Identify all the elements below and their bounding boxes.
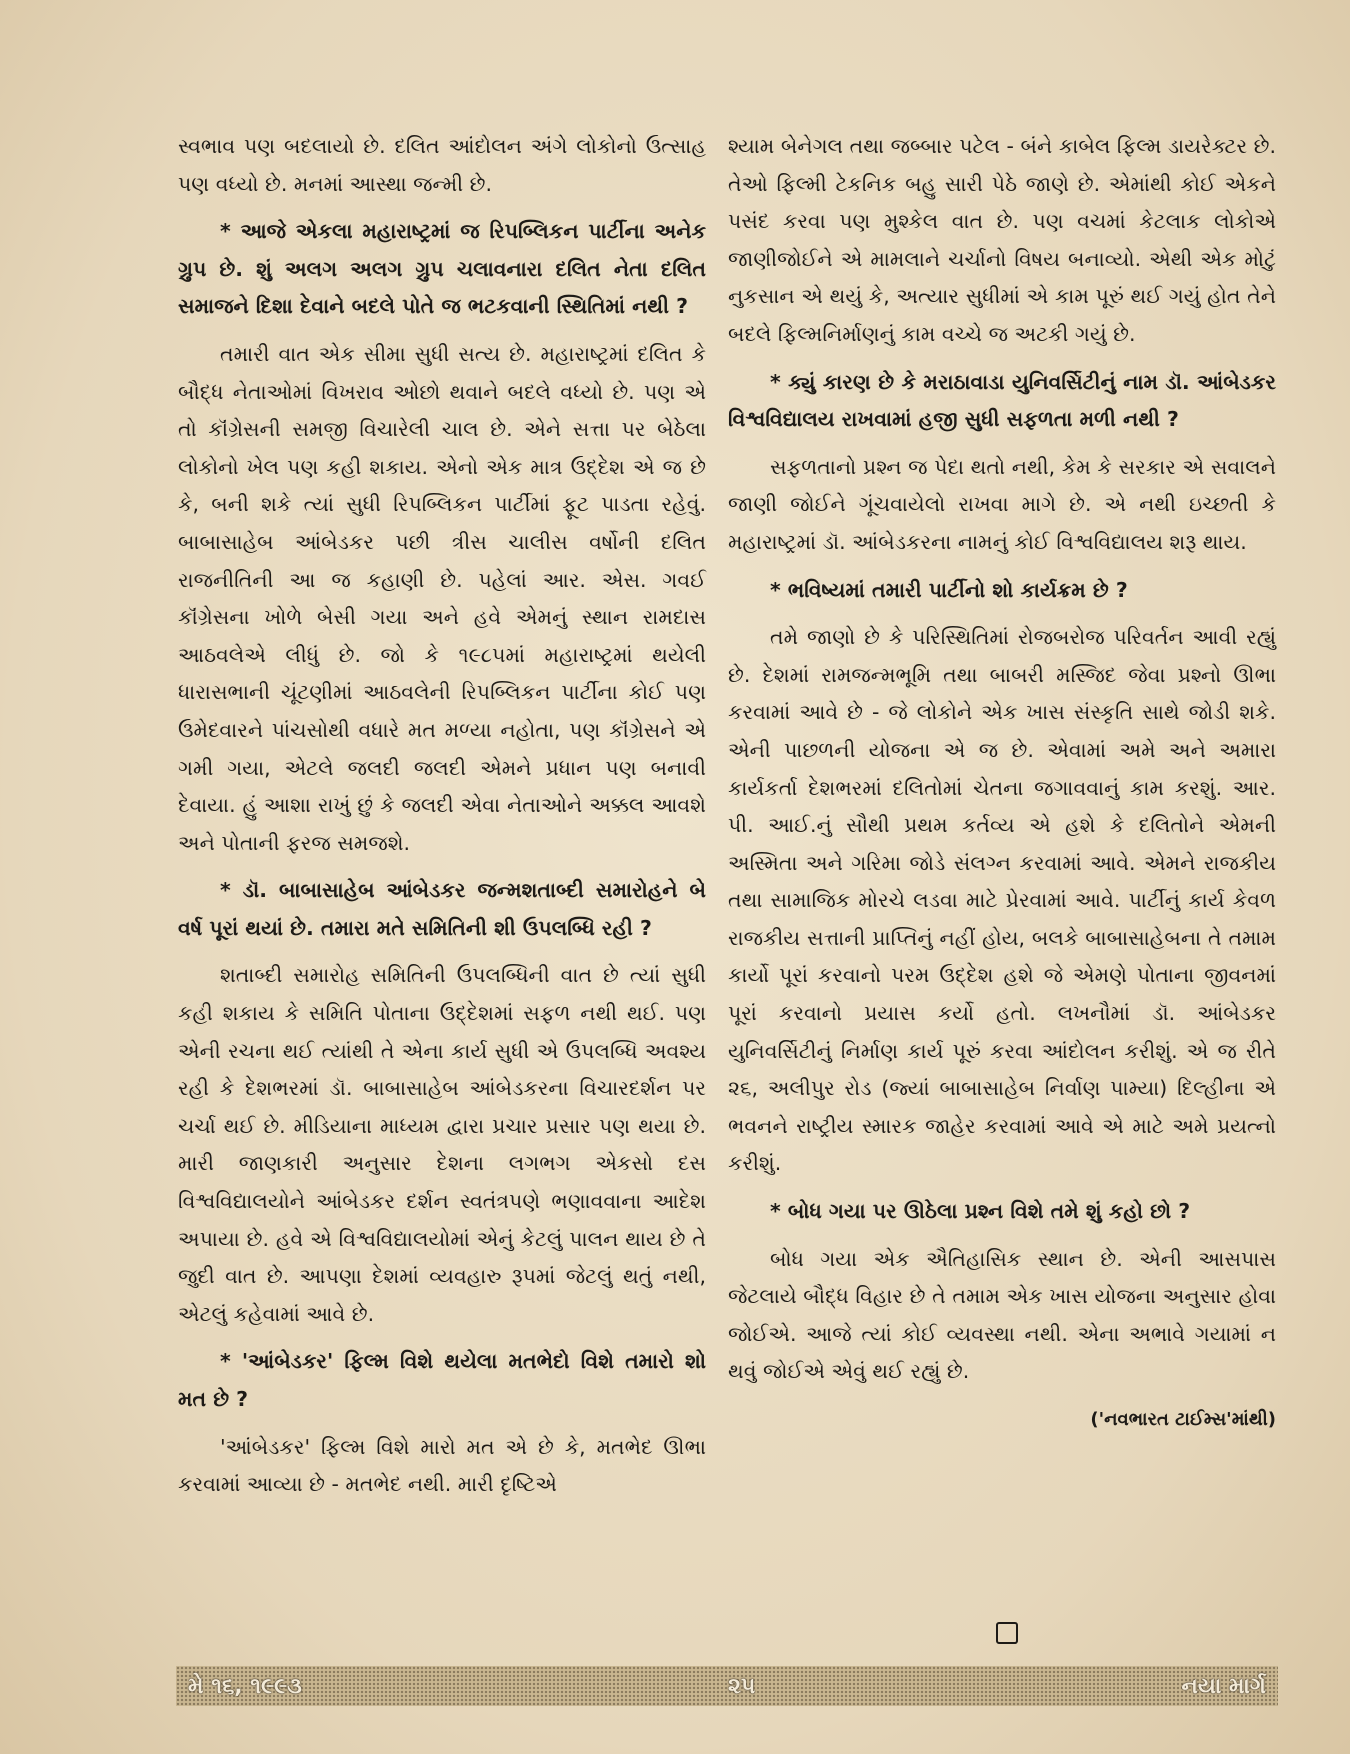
source-credit: ('નવભારત ટાઈમ્સ'માંથી) bbox=[1090, 1409, 1276, 1430]
question: * 'આંબેડકર' ફિલ્મ વિશે થયેલા મતભેદો વિશે તમારો શો મત છે ? bbox=[178, 1349, 706, 1411]
question: * આજે એકલા મહારાષ્ટ્રમાં જ રિપબ્લિકન પાર્ટીના અનેક ગ્રુપ છે. શું અલગ અલગ ગ્રુપ ચલાવનારા દલિત નેતા દલિત સમાજને દિશા દેવાને બદલે પોતે જ ભટકવાની સ્થિતિમાં નથી ? bbox=[178, 219, 706, 319]
question: * ભવિષ્યમાં તમારી પાર્ટીનો શો કાર્યક્રમ છે ? bbox=[770, 577, 1128, 602]
answer: તમે જાણો છે કે પરિસ્થિતિમાં રોજબરોજ પરિવર્તન આવી રહ્યું છે. દેશમાં રામજન્મભૂમિ તથા બાબરી મસ્જિદ જેવા પ્રશ્નો ઊભા કરવામાં આવે છે - જે લોકોને એક ખાસ સંસ્કૃતિ સાથે જોડી શકે. એની પાછળની યોજના એ જ છે. એવામાં અમે અને અમારા કાર્યકર્તા દેશભરમાં દલિતોમાં ચેતના જગાવવાનું કામ કરશું. આર. પી. આઈ.નું સૌથી પ્રથમ કર્તવ્ય એ હશે કે દલિતોને એમની અસ્મિતા અને ગરિમા જોડે સંલગ્ન કરવામાં આવે. એમને રાજકીય તથા સામાજિક મોરચે લડવા માટે પ્રેરવામાં આવે. પાર્ટીનું કાર્ય કેવળ રાજકીય સત્તાની પ્રાપ્તિનું નહીં હોય, બલકે બાબાસાહેબના તે તમામ કાર્યો પૂરાં કરવાનો પરમ ઉદ્દેશ હશે જે એમણે પોતાના જીવનમાં પૂરાં કરવાનો પ્રયાસ કર્યો હતો. લખનૌમાં ડૉ. આંબેડકર યુનિવર્સિટીનું નિર્માણ કાર્ય પૂરું કરવા આંદોલન કરીશું. એ જ રીતે ૨૬, અલીપુર રોડ (જ્યાં બાબાસાહેબ નિર્વાણ પામ્યા) દિલ્હીના એ ભવનને રાષ્ટ્રીય સ્મારક જાહેર કરવામાં આવે એ માટે અમે પ્રયત્નો કરીશું. bbox=[728, 625, 1276, 1176]
answer: 'આંબેડકર' ફિલ્મ વિશે મારો મત એ છે કે, મતભેદ ઊભા કરવામાં આવ્યા છે - મતભેદ નથી. મારી દૃષ્ટિએ bbox=[178, 1434, 706, 1497]
question: * બોધ ગયા પર ઊઠેલા પ્રશ્ન વિશે તમે શું કહો છો ? bbox=[770, 1199, 1191, 1224]
page-footer bbox=[176, 1666, 1278, 1706]
magazine-name: નયા માર્ગ bbox=[1181, 1673, 1266, 1699]
question: * ડૉ. બાબાસાહેબ આંબેડકર જન્મશતાબ્દી સમારોહને બે વર્ષ પૂરાં થયાં છે. તમારા મતે સમિતિની શી ઉપલબ્ધિ રહી ? bbox=[178, 878, 706, 940]
answer: શતાબ્દી સમારોહ સમિતિની ઉપલબ્ધિની વાત છે ત્યાં સુધી કહી શકાય કે સમિતિ પોતાના ઉદ્દેશમાં સફળ નથી થઈ. પણ એની રચના થઈ ત્યાંથી તે એના કાર્ય સુધી એ ઉપલબ્ધિ અવશ્ય રહી કે દેશભરમાં ડૉ. બાબાસાહેબ આંબેડકરના વિચારદર્શન પર ચર્ચા થઈ છે. મીડિયાના માધ્યમ દ્વારા પ્રચાર પ્રસાર પણ થયા છે. મારી જાણકારી અનુસાર દેશના લગભગ એકસો દસ વિશ્વવિદ્યાલયોને આંબેડકર દર્શન સ્વતંત્રપણે ભણાવવાના આદેશ અપાયા છે. હવે એ વિશ્વવિદ્યાલયોમાં એનું કેટલું પાલન થાય છે તે જુદી વાત છે. આપણા દેશમાં વ્યવહારુ રૂપમાં જેટલું થતું નથી, એટલું કહેવામાં આવે છે. bbox=[178, 963, 706, 1326]
paragraph: સ્વભાવ પણ બદલાયો છે. દલિત આંદોલન અંગે લોકોનો ઉત્સાહ પણ વધ્યો છે. મનમાં આસ્થા જન્મી છે. bbox=[178, 134, 706, 196]
question: * ક્યું કારણ છે કે મરાઠાવાડા યુનિવર્સિટીનું નામ ડૉ. આંબેડકર વિશ્વવિદ્યાલય રાખવામાં હજી સુધી સફળતા મળી નથી ? bbox=[728, 369, 1276, 432]
issue-date: મે ૧૬, ૧૯૯૩ bbox=[188, 1673, 302, 1699]
answer: તમારી વાત એક સીમા સુધી સત્ય છે. મહારાષ્ટ્રમાં દલિત કે બૌદ્ધ નેતાઓમાં વિખરાવ ઓછો થવાને બદલે વધ્યો છે. પણ એ તો કૉંગ્રેસની સમજી વિચારેલી ચાલ છે. એને સત્તા પર બેઠેલા લોકોનો ખેલ પણ કહી શકાય. એનો એક માત્ર ઉદ્દેશ એ જ છે કે, બની શકે ત્યાં સુધી રિપબ્લિકન પાર્ટીમાં ફૂટ પાડતા રહેવું. બાબાસાહેબ આંબેડકર પછી ત્રીસ ચાલીસ વર્ષોની દલિત રાજનીતિની આ જ કહાણી છે. પહેલાં આર. એસ. ગવઈ કૉંગ્રેસના ખોળે બેસી ગયા અને હવે એમનું સ્થાન રામદાસ આઠવલેએ લીધું છે. જો કે ૧૯૮૫માં મહારાષ્ટ્રમાં થયેલી ધારાસભાની ચૂંટણીમાં આઠવલેની રિપબ્લિકન પાર્ટીના કોઈ પણ ઉમેદવારને પાંચસોથી વધારે મત મળ્યા નહોતા, પણ કૉંગ્રેસને એ ગમી ગયા, એટલે જલદી જલદી એમને પ્રધાન પણ બનાવી દેવાયા. હું આશા રાખું છું કે જલદી એવા નેતાઓને અક્કલ આવશે અને પોતાની ફરજ સમજશે. bbox=[178, 341, 706, 855]
paragraph: શ્યામ બેનેગલ તથા જબ્બાર પટેલ - બંને કાબેલ ફિલ્મ ડાયરેક્ટર છે. તેઓ ફિલ્મી ટેકનિક બહુ સારી પેઠે જાણે છે. એમાંથી કોઈ એકને પસંદ કરવા પણ મુશ્કેલ વાત છે. પણ વચમાં કેટલાક લોકોએ જાણીજોઈને એ મામલાને ચર્ચાનો વિષય બનાવ્યો. એથી એક મોટું નુકસાન એ થયું કે, અત્યાર સુધીમાં એ કામ પૂરું થઈ ગયું હોત તેને બદલે ફિલ્મનિર્માણનું કામ વચ્ચે જ અટકી ગયું છે. bbox=[728, 134, 1276, 346]
answer: સફળતાનો પ્રશ્ન જ પેદા થતો નથી, કેમ કે સરકાર એ સવાલને જાણી જોઈને ગૂંચવાયેલો રાખવા માગે છે. એ નથી ઇચ્છતી કે મહારાષ્ટ્રમાં ડૉ. આંબેડકરના નામનું કોઈ વિશ્વવિદ્યાલય શરૂ થાય. bbox=[728, 454, 1276, 554]
right-column bbox=[728, 128, 1276, 1449]
page-number: ૨૫ bbox=[727, 1673, 756, 1699]
end-mark-icon bbox=[996, 1622, 1018, 1644]
left-column bbox=[178, 128, 706, 1514]
answer: બોધ ગયા એક ઐતિહાસિક સ્થાન છે. એની આસપાસ જેટલાયે બૌદ્ધ વિહાર છે તે તમામ એક ખાસ યોજના અનુસાર હોવા જોઈએ. આજે ત્યાં કોઈ વ્યવસ્થા નથી. એના અભાવે ગયામાં ન થવું જોઈએ એવું થઈ રહ્યું છે. bbox=[728, 1246, 1276, 1384]
